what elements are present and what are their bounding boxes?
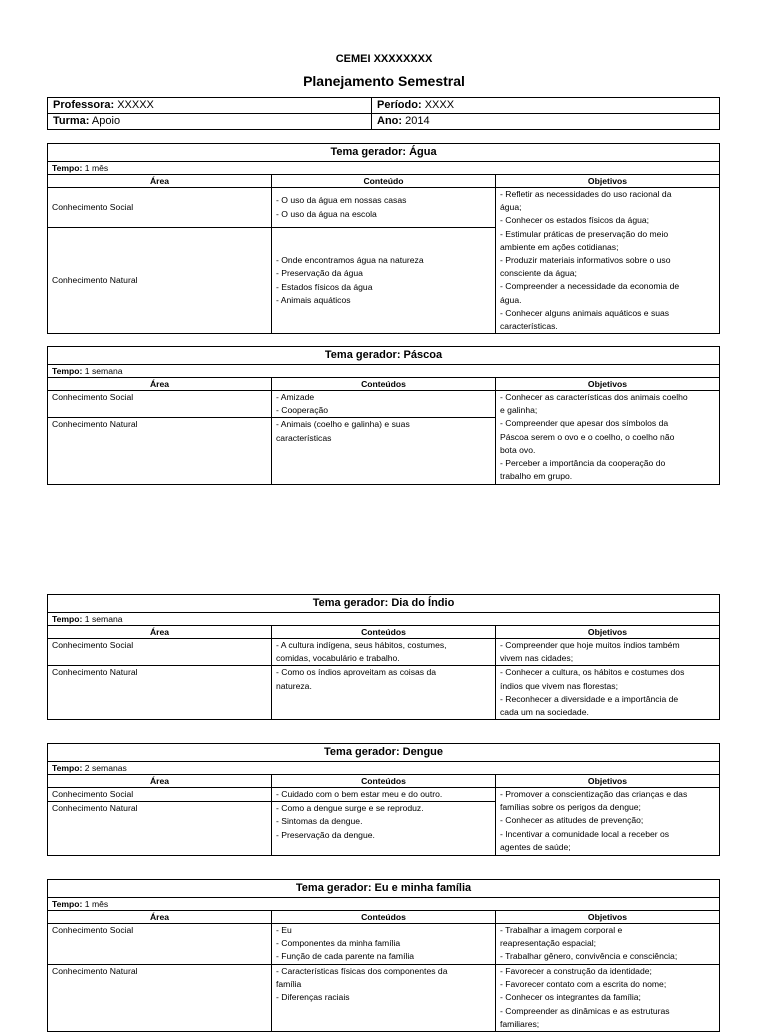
tema-title: Tema gerador: Dia do Índio xyxy=(48,595,720,613)
text-line: - Favorecer contato com a escrita do nome; xyxy=(500,979,667,990)
text-line: características. xyxy=(500,321,558,332)
conteudo-social xyxy=(272,391,496,418)
text-line: - Conhecer alguns animais aquáticos e suas xyxy=(500,307,670,318)
professora-cell: Professora: XXXXX xyxy=(48,98,372,114)
text-line: reapresentação espacial; xyxy=(500,938,597,949)
text-line: - Produzir materiais informativos sobre o uso xyxy=(500,255,671,266)
area-natural: Conhecimento Natural xyxy=(48,228,272,334)
objetivos-header: Objetivos xyxy=(496,626,720,639)
school-name: CEMEI XXXXXXXX xyxy=(335,53,433,65)
text-line: - Eu xyxy=(276,925,292,935)
text-line: água; xyxy=(500,202,522,213)
text-line: - Trabalhar gênero, convivência e consciência; xyxy=(500,951,678,962)
area-social: Conhecimento Social xyxy=(48,188,272,228)
objetivos-header: Objetivos xyxy=(496,378,720,391)
turma-value: Apoio xyxy=(91,115,121,127)
periodo-cell: Período: XXXX xyxy=(372,98,720,114)
text-line: - Preservação da água xyxy=(276,268,363,279)
text-line: famílias sobre os perigos da dengue; xyxy=(500,802,641,813)
area-header: Área xyxy=(48,378,272,391)
objetivos-natural xyxy=(496,666,720,720)
tempo-row: Tempo: 1 mês xyxy=(48,162,720,175)
conteudo-natural xyxy=(272,965,496,1032)
tempo-row: Tempo: 1 semana xyxy=(48,365,720,378)
text-line: ambiente em ações cotidianas; xyxy=(500,241,619,252)
conteudo-social xyxy=(272,639,496,666)
text-line: comidas, vocabulário e trabalho. xyxy=(276,653,400,664)
tempo-row: Tempo: 1 semana xyxy=(48,613,720,626)
conteudo-social xyxy=(272,924,496,965)
text-line: - Onde encontramos água na natureza xyxy=(276,255,424,266)
info-table xyxy=(47,97,720,130)
text-line: - Favorecer a construção da identidade; xyxy=(500,966,652,976)
area-header: Área xyxy=(48,175,272,188)
tempo-row: Tempo: 1 mês xyxy=(48,898,720,911)
tema-title: Tema gerador: Páscoa xyxy=(48,347,720,365)
area-natural: Conhecimento Natural xyxy=(48,802,272,856)
text-line: e galinha; xyxy=(500,405,538,416)
tema-indio-table xyxy=(47,594,720,720)
objetivos-header: Objetivos xyxy=(496,175,720,188)
objetivos-natural xyxy=(496,965,720,1032)
tema-pascoa-table xyxy=(47,346,720,485)
text-line: - Cuidado com o bem estar meu e do outro. xyxy=(276,789,443,799)
text-line: características xyxy=(276,432,332,443)
objetivos-list xyxy=(496,788,720,856)
text-line: - Reconhecer a diversidade e a importância de xyxy=(500,693,679,704)
text-line: familiares; xyxy=(500,1018,540,1029)
text-line: - Compreender que hoje muitos índios também xyxy=(500,640,680,650)
objetivos-header: Objetivos xyxy=(496,775,720,788)
area-social: Conhecimento Social xyxy=(48,391,272,418)
area-natural: Conhecimento Natural xyxy=(48,965,272,1032)
text-line: - Diferenças raciais xyxy=(276,992,350,1003)
text-line: - Função de cada parente na família xyxy=(276,951,415,962)
text-line: - O uso da água em nossas casas xyxy=(276,195,407,206)
conteudo-natural xyxy=(272,418,496,485)
text-line: - Compreender que apesar dos símbolos da xyxy=(500,418,669,429)
text-line: família xyxy=(276,979,302,990)
text-line: - Animais (coelho e galinha) e suas xyxy=(276,419,410,430)
text-line: - Incentivar a comunidade local a receber os xyxy=(500,828,670,839)
text-line: - Animais aquáticos xyxy=(276,294,351,305)
text-line: - Como os índios aproveitam as coisas da xyxy=(276,667,437,678)
text-line: - Perceber a importância da cooperação do xyxy=(500,458,666,469)
conteudo-natural xyxy=(272,802,496,856)
text-line: - Como a dengue surge e se reproduz. xyxy=(276,803,424,814)
text-line: - Amizade xyxy=(276,392,315,402)
ano-value: 2014 xyxy=(405,115,430,127)
objetivos-social xyxy=(496,639,720,666)
text-line: - Estados físicos da água xyxy=(276,281,373,292)
text-line: - Conhecer os integrantes da família; xyxy=(500,992,641,1003)
conteudo-header: Conteúdo xyxy=(272,175,496,188)
area-natural: Conhecimento Natural xyxy=(48,418,272,485)
text-line: consciente da água; xyxy=(500,268,577,279)
area-social: Conhecimento Social xyxy=(48,788,272,802)
professora-value: XXXXX xyxy=(117,99,154,111)
text-line: - Refletir as necessidades do uso racional da xyxy=(500,189,672,199)
conteudo-header: Conteúdos xyxy=(272,378,496,391)
text-line: - Conhecer as características dos animais coelho xyxy=(500,392,688,402)
text-line: Páscoa serem o ovo e o coelho, o coelho não xyxy=(500,431,675,442)
conteudo-social xyxy=(272,188,496,228)
text-line: - Conhecer a cultura, os hábitos e costumes dos xyxy=(500,667,685,678)
text-line: - O uso da água na escola xyxy=(276,208,377,219)
text-line: bota ovo. xyxy=(500,444,536,455)
conteudo-natural xyxy=(272,228,496,334)
text-line: - Conhecer as atitudes de prevenção; xyxy=(500,815,644,826)
text-line: natureza. xyxy=(276,680,312,691)
text-line: índios que vivem nas florestas; xyxy=(500,680,618,691)
tema-familia-table xyxy=(47,879,720,1032)
text-line: - Compreender as dinâmicas e as estruturas xyxy=(500,1005,670,1016)
objetivos-header: Objetivos xyxy=(496,911,720,924)
text-line: vivem nas cidades; xyxy=(500,653,574,664)
objetivos-list xyxy=(496,188,720,334)
conteudo-header: Conteúdos xyxy=(272,626,496,639)
text-line: - A cultura indígena, seus hábitos, costumes, xyxy=(276,640,447,650)
text-line: agentes de saúde; xyxy=(500,841,571,852)
text-line: - Compreender a necessidade da economia de xyxy=(500,281,680,292)
text-line: - Estimular práticas de preservação do meio xyxy=(500,228,669,239)
text-line: - Conhecer os estados físicos da água; xyxy=(500,215,650,226)
conteudo-social xyxy=(272,788,496,802)
text-line: trabalho em grupo. xyxy=(500,471,573,482)
objetivos-list xyxy=(496,391,720,485)
text-line: água. xyxy=(500,294,522,305)
text-line: - Sintomas da dengue. xyxy=(276,816,363,827)
text-line: cada um na sociedade. xyxy=(500,707,589,718)
conteudo-natural xyxy=(272,666,496,720)
tema-agua-table xyxy=(47,143,720,334)
conteudo-header: Conteúdos xyxy=(272,775,496,788)
page-title: Planejamento Semestral xyxy=(303,73,465,89)
text-line: - Características físicas dos componentes da xyxy=(276,966,448,976)
conteudo-header: Conteúdos xyxy=(272,911,496,924)
tema-title: Tema gerador: Água xyxy=(48,144,720,162)
area-header: Área xyxy=(48,911,272,924)
tema-title: Tema gerador: Eu e minha família xyxy=(48,880,720,898)
text-line: - Componentes da minha família xyxy=(276,938,401,949)
tema-dengue-table xyxy=(47,743,720,856)
text-line: - Trabalhar a imagem corporal e xyxy=(500,925,623,935)
area-header: Área xyxy=(48,775,272,788)
area-social: Conhecimento Social xyxy=(48,639,272,666)
periodo-value: XXXX xyxy=(424,99,455,111)
tempo-row: Tempo: 2 semanas xyxy=(48,762,720,775)
text-line: - Cooperação xyxy=(276,405,329,416)
area-natural: Conhecimento Natural xyxy=(48,666,272,720)
area-header: Área xyxy=(48,626,272,639)
ano-cell: Ano: 2014 xyxy=(372,114,720,130)
tema-title: Tema gerador: Dengue xyxy=(48,744,720,762)
area-social: Conhecimento Social xyxy=(48,924,272,965)
turma-cell: Turma: Apoio xyxy=(48,114,372,130)
text-line: - Promover a conscientização das crianças e das xyxy=(500,789,688,799)
objetivos-social xyxy=(496,924,720,965)
text-line: - Preservação da dengue. xyxy=(276,829,375,840)
